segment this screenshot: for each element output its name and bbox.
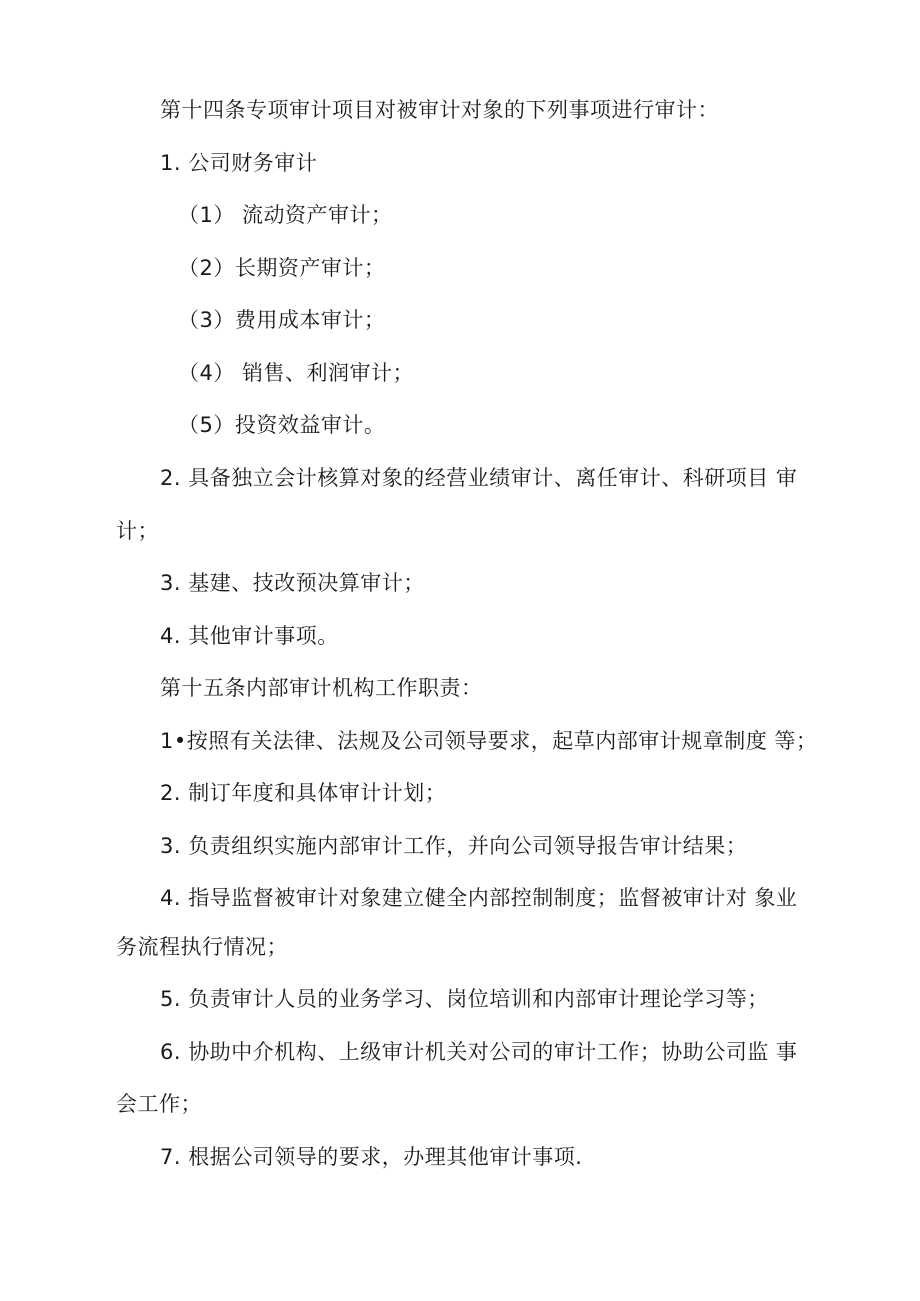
subitem-5: （5）投资效益审计。 <box>178 413 386 437</box>
duty-2: 2. 制订年度和具体审计计划； <box>160 781 447 805</box>
duty-4-continued: 务流程执行情况； <box>116 935 288 959</box>
subitem-4: （4） 销售、利润审计； <box>178 361 415 385</box>
subitem-2: （2）长期资产审计； <box>178 256 386 280</box>
item-3: 3. 基建、技改预决算审计； <box>160 571 425 595</box>
duty-6: 6. 协助中介机构、上级审计机关对公司的审计工作；协助公司监 事 <box>160 1040 798 1064</box>
subitem-3: （3）费用成本审计； <box>178 308 386 332</box>
duty-5: 5. 负责审计人员的业务学习、岗位培训和内部审计理论学习等； <box>160 987 769 1011</box>
duty-6-continued: 会工作； <box>116 1092 202 1116</box>
item-1-financial-audit: 1. 公司财务审计 <box>160 151 318 175</box>
duty-1: 1•按照有关法律、法规及公司领导要求，起草内部审计规章制度 等； <box>160 729 818 753</box>
item-4: 4. 其他审计事项。 <box>160 624 339 648</box>
item-2-continued: 计； <box>116 519 159 543</box>
duty-7: 7. 根据公司领导的要求，办理其他审计事项. <box>160 1145 583 1169</box>
duty-3: 3. 负责组织实施内部审计工作，并向公司领导报告审计结果； <box>160 834 748 858</box>
subitem-1: （1） 流动资产审计； <box>178 203 393 227</box>
duty-4: 4. 指导监督被审计对象建立健全内部控制制度；监督被审计对 象业 <box>160 886 798 910</box>
article-15-heading: 第十五条内部审计机构工作职责： <box>160 676 483 700</box>
item-2: 2. 具备独立会计核算对象的经营业绩审计、离任审计、科研项目 审 <box>160 466 798 490</box>
article-14-heading: 第十四条专项审计项目对被审计对象的下列事项进行审计： <box>160 98 719 122</box>
